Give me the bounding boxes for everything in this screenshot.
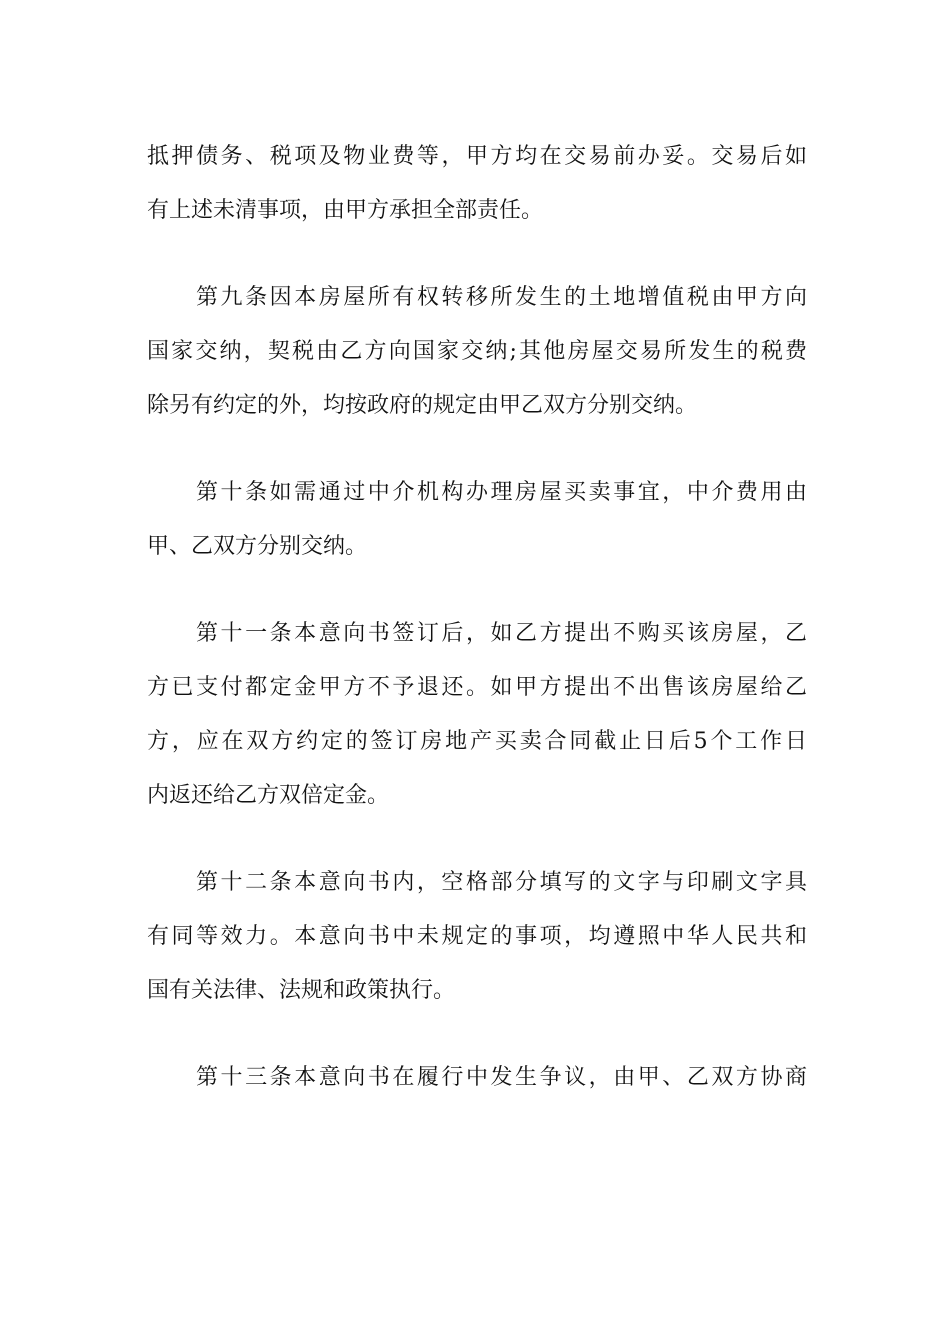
text-line: 甲、乙双方分别交纳。 xyxy=(147,534,368,559)
text-line: 方已支付都定金甲方不予退还。如甲方提出不出售该房屋给乙 xyxy=(147,675,807,700)
text-line: 除另有约定的外，均按政府的规定由甲乙双方分别交纳。 xyxy=(147,393,698,418)
text-line: 内返还给乙方双倍定金。 xyxy=(147,783,390,808)
text-line: 第十三条本意向书在履行中发生争议，由甲、乙双方协商 xyxy=(196,1065,807,1090)
text-line: 国家交纳，契税由乙方向国家交纳;其他房屋交易所发生的税费 xyxy=(147,339,807,364)
text-line: 第十一条本意向书签订后，如乙方提出不购买该房屋，乙 xyxy=(196,621,807,646)
text-line: 有上述未清事项，由甲方承担全部责任。 xyxy=(147,198,544,223)
paragraph-article-13 xyxy=(147,1051,807,1105)
document-body xyxy=(147,130,807,1105)
paragraph-continuation xyxy=(147,130,807,238)
paragraph-article-12 xyxy=(147,856,807,1018)
text-line: 方，应在双方约定的签订房地产买卖合同截止日后5个工作日 xyxy=(147,729,807,754)
text-line: 国有关法律、法规和政策执行。 xyxy=(147,978,456,1003)
text-line: 抵押债务、税项及物业费等，甲方均在交易前办妥。交易后如 xyxy=(147,144,807,169)
paragraph-article-10 xyxy=(147,466,807,574)
text-line: 第十条如需通过中介机构办理房屋买卖事宜，中介费用由 xyxy=(196,480,807,505)
text-line: 第十二条本意向书内，空格部分填写的文字与印刷文字具 xyxy=(196,870,807,895)
paragraph-article-9 xyxy=(147,271,807,433)
text-line: 第九条因本房屋所有权转移所发生的土地增值税由甲方向 xyxy=(196,285,807,310)
text-line: 有同等效力。本意向书中未规定的事项，均遵照中华人民共和 xyxy=(147,924,807,949)
paragraph-article-11 xyxy=(147,607,807,823)
